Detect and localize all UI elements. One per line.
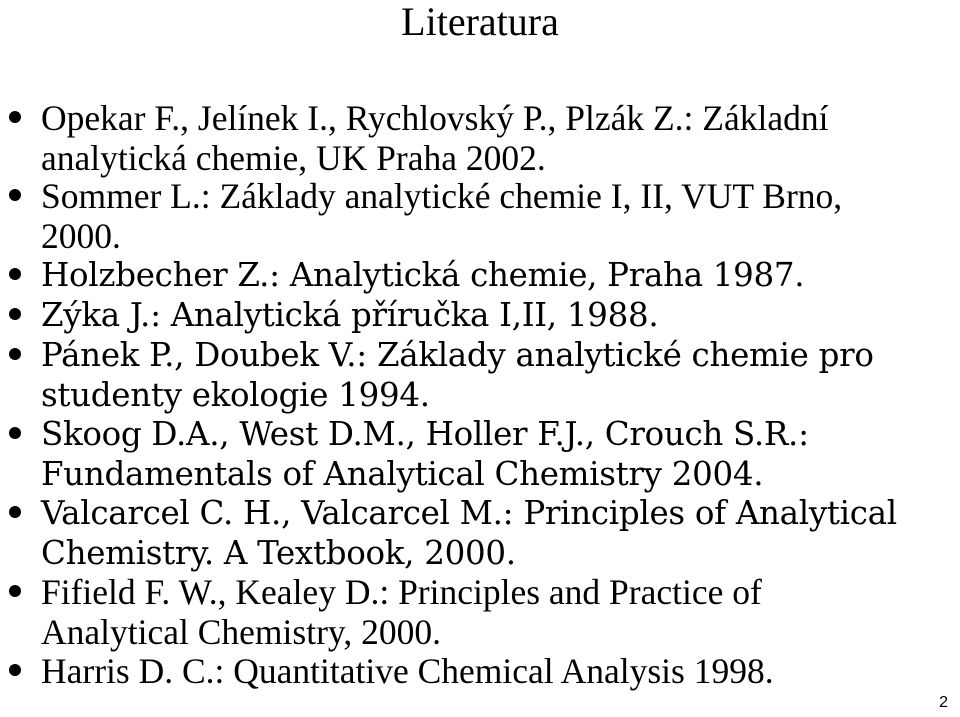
reference-line: Valcarcel C. H., Valcarcel M.: Principles of Analytical <box>41 494 897 532</box>
bullet-icon <box>9 506 21 518</box>
bullet-icon <box>9 348 21 360</box>
bullet-icon <box>9 189 21 201</box>
bullet-icon <box>9 585 21 597</box>
bullet-icon <box>9 268 21 280</box>
reference-line: Analytical Chemistry, 2000. <box>41 612 441 652</box>
reference-line: Pánek P., Doubek V.: Základy analytické chemie pro <box>41 336 874 374</box>
reference-line: Fundamentals of Analytical Chemistry 2004. <box>41 455 764 493</box>
reference-line: Chemistry. A Textbook, 2000. <box>41 534 516 572</box>
bullet-icon <box>9 111 21 123</box>
reference-line: analytická chemie, UK Praha 2002. <box>41 138 546 178</box>
page-number: 2 <box>939 694 948 711</box>
reference-line: Skoog D.A., West D.M., Holler F.J., Crouch S.R.: <box>41 415 809 453</box>
slide-title: Literatura <box>401 0 559 44</box>
bullet-icon <box>9 308 21 320</box>
reference-line: Zýka J.: Analytická příručka I,II, 1988. <box>41 296 659 334</box>
bullet-icon <box>9 427 21 439</box>
reference-line: Harris D. C.: Quantitative Chemical Analysis 1998. <box>41 651 774 691</box>
bullet-icon <box>9 664 21 676</box>
reference-line: Fifield F. W., Kealey D.: Principles and Practice of <box>41 572 762 612</box>
reference-line: Holzbecher Z.: Analytická chemie, Praha 1987. <box>41 256 805 294</box>
reference-line: studenty ekologie 1994. <box>41 376 430 414</box>
reference-line: Sommer L.: Základy analytické chemie I, II, VUT Brno, <box>41 176 843 216</box>
reference-line: 2000. <box>41 216 121 256</box>
reference-line: Opekar F., Jelínek I., Rychlovský P., Plzák Z.: Základní <box>41 98 829 138</box>
